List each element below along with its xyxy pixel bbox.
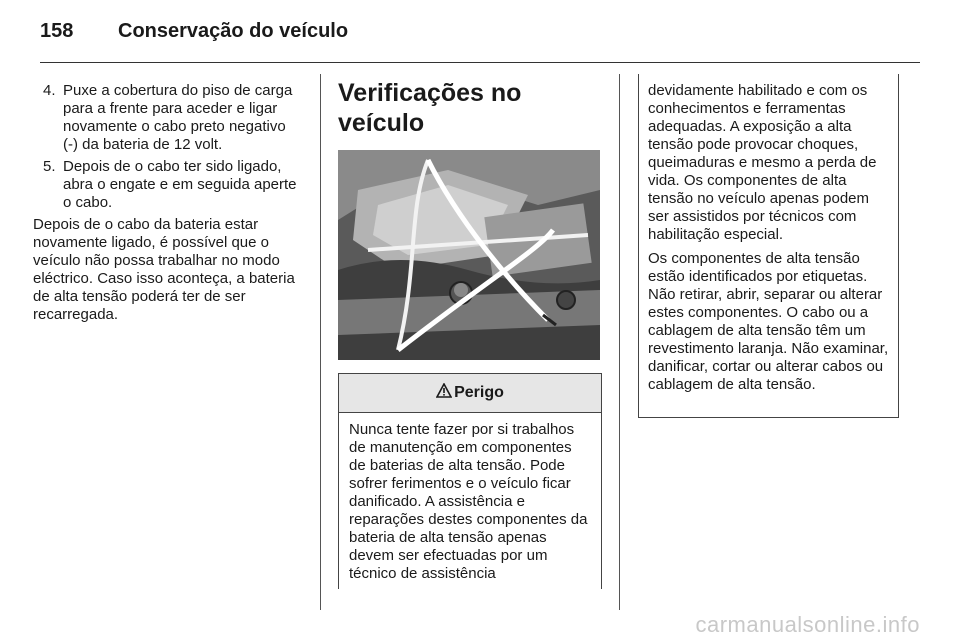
continued-warning-box (638, 74, 899, 418)
engine-bay-photo (338, 150, 600, 360)
watermark-text: carmanualsonline.info (695, 612, 920, 637)
list-item (33, 82, 303, 154)
warning-paragraph: devidamente habilitado e com os conhecimentos e ferramentas adequadas. A exposição a alta tensão pode provocar choques, queimaduras e mesmo a perda de vida. Os componentes de alta tensão no veículo apenas podem ser assistidos por técnicos com habilitação especial. (648, 82, 877, 243)
warning-triangle-icon (436, 383, 452, 403)
steps-list (33, 82, 303, 212)
step-number: 4. (43, 82, 56, 99)
header-divider (40, 62, 920, 63)
page-header (40, 12, 920, 48)
step-number: 5. (43, 158, 56, 175)
warning-paragraph: Os componentes de alta tensão estão identificados por etiquetas. Não retirar, abrir, separar ou alterar estes componentes. O cabo ou a cablagem de alta tensão têm um revestimento laranja. Não examinar, danificar, cortar ou alterar cabos ou cablagem de alta tensão. (648, 250, 889, 393)
page-number: 158 (40, 20, 74, 42)
danger-text: Nunca tente fazer por si trabalhos de manutenção em componentes de baterias de alta tensão. Pode sofrer ferimentos e o veículo ficar danificado. A assistência e reparações destes componentes da bateria de alta tensão apenas devem ser efectuadas por um técnico de assistência (349, 421, 588, 582)
step-text: Depois de o cabo ter sido ligado, abra o engate e em seguida aperte o cabo. (63, 158, 297, 211)
danger-header (339, 374, 601, 413)
danger-warning-box (338, 373, 602, 589)
body-paragraph: Depois de o cabo da bateria estar novamente ligado, é possível que o veículo não possa trabalhar no modo eléctrico. Caso isso aconteça, a bateria de alta tensão poderá ter de ser recarregada. (33, 216, 295, 323)
danger-title: Perigo (454, 384, 504, 401)
section-title: Conservação do veículo (118, 20, 349, 42)
list-item (33, 158, 303, 212)
main-heading: Verificações no veículo (338, 79, 522, 137)
column-divider (619, 74, 620, 610)
step-text: Puxe a cobertura do piso de carga para a frente para aceder e ligar novamente o cabo preto negativo (-) da bateria de 12 volt. (63, 82, 293, 153)
left-column (33, 82, 303, 324)
column-divider (320, 74, 321, 610)
engine-illustration (338, 150, 600, 360)
